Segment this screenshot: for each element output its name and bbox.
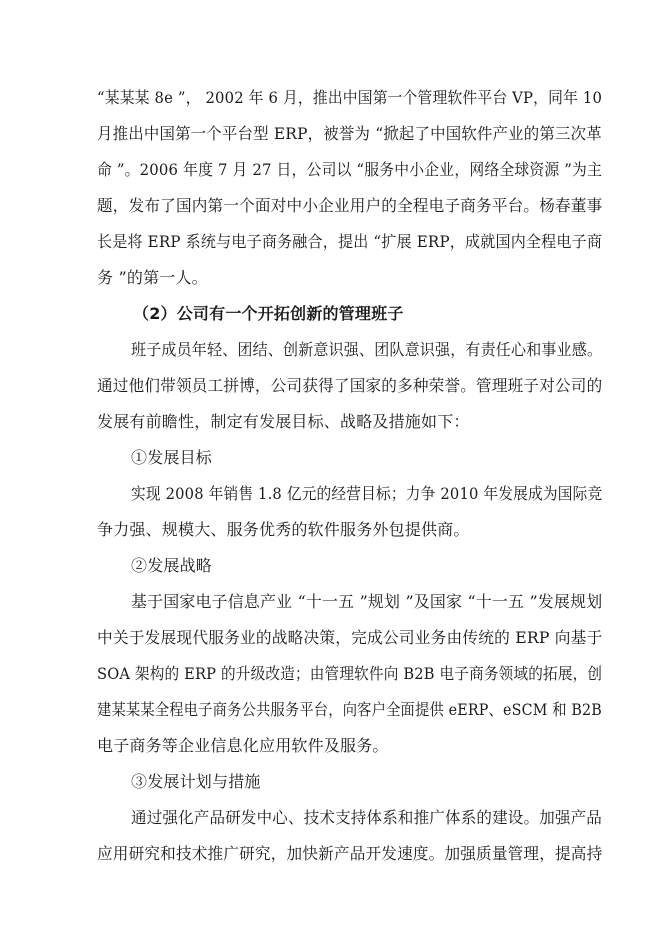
text-line: 长是将 ERP 系统与电子商务融合，提出 “扩展 ERP，成就国内全程电子商 [97,232,603,251]
item-heading: ①发展目标 [131,448,213,467]
text-line: 中关于发展现代服务业的战略决策，完成公司业务由传统的 ERP 向基于 [97,628,603,647]
text-line: 发展有前瞻性，制定有发展目标、战略及措施如下： [97,412,470,431]
text-line: 通过强化产品研发中心、技术支持体系和推广体系的建设。加强产品 [131,808,603,827]
text-line: SOA 架构的 ERP 的升级改造；由管理软件向 B2B 电子商务领域的拓展，创 [97,664,603,683]
section-heading: （2）公司有一个开拓创新的管理班子 [133,304,404,323]
text-line: 电子商务等企业信息化应用软件及服务。 [97,736,389,755]
text-line: 通过他们带领员工拼博，公司获得了国家的多种荣誉。管理班子对公司的 [97,376,603,395]
item-heading: ②发展战略 [131,556,213,575]
item-heading: ③发展计划与措施 [131,772,261,791]
text-line: 基于国家电子信息产业 “十一五 ”规划 ”及国家 “十一五 ”发展规划 [131,592,603,611]
text-line: 实现 2008 年销售 1.8 亿元的经营目标；力争 2010 年发展成为国际竞 [131,484,603,503]
text-line: 月推出中国第一个平台型 ERP，被誉为 “掀起了中国软件产业的第三次革 [97,124,602,143]
text-line: 建某某某全程电子商务公共服务平台，向客户全面提供 eERP、eSCM 和 B2B [97,700,602,719]
text-line: 应用研究和技术推广研究，加快新产品开发速度。加强质量管理，提高持 [97,844,603,863]
text-line: 班子成员年轻、团结、创新意识强、团队意识强，有责任心和事业感。 [131,340,603,359]
text-line: 题，发布了国内第一个面对中小企业用户的全程电子商务平台。杨春董事 [97,196,603,215]
text-line: 争力强、规模大、服务优秀的软件服务外包提供商。 [97,520,470,539]
text-line: 务 ”的第一人。 [97,268,208,287]
text-line: 命 ”。2006 年度 7 月 27 日，公司以 “服务中小企业，网络全球资源 ”为主 [97,160,603,179]
text-line: “某某某 8e ”， 2002 年 6 月，推出中国第一个管理软件平台 VP，同年 10 [97,88,603,107]
